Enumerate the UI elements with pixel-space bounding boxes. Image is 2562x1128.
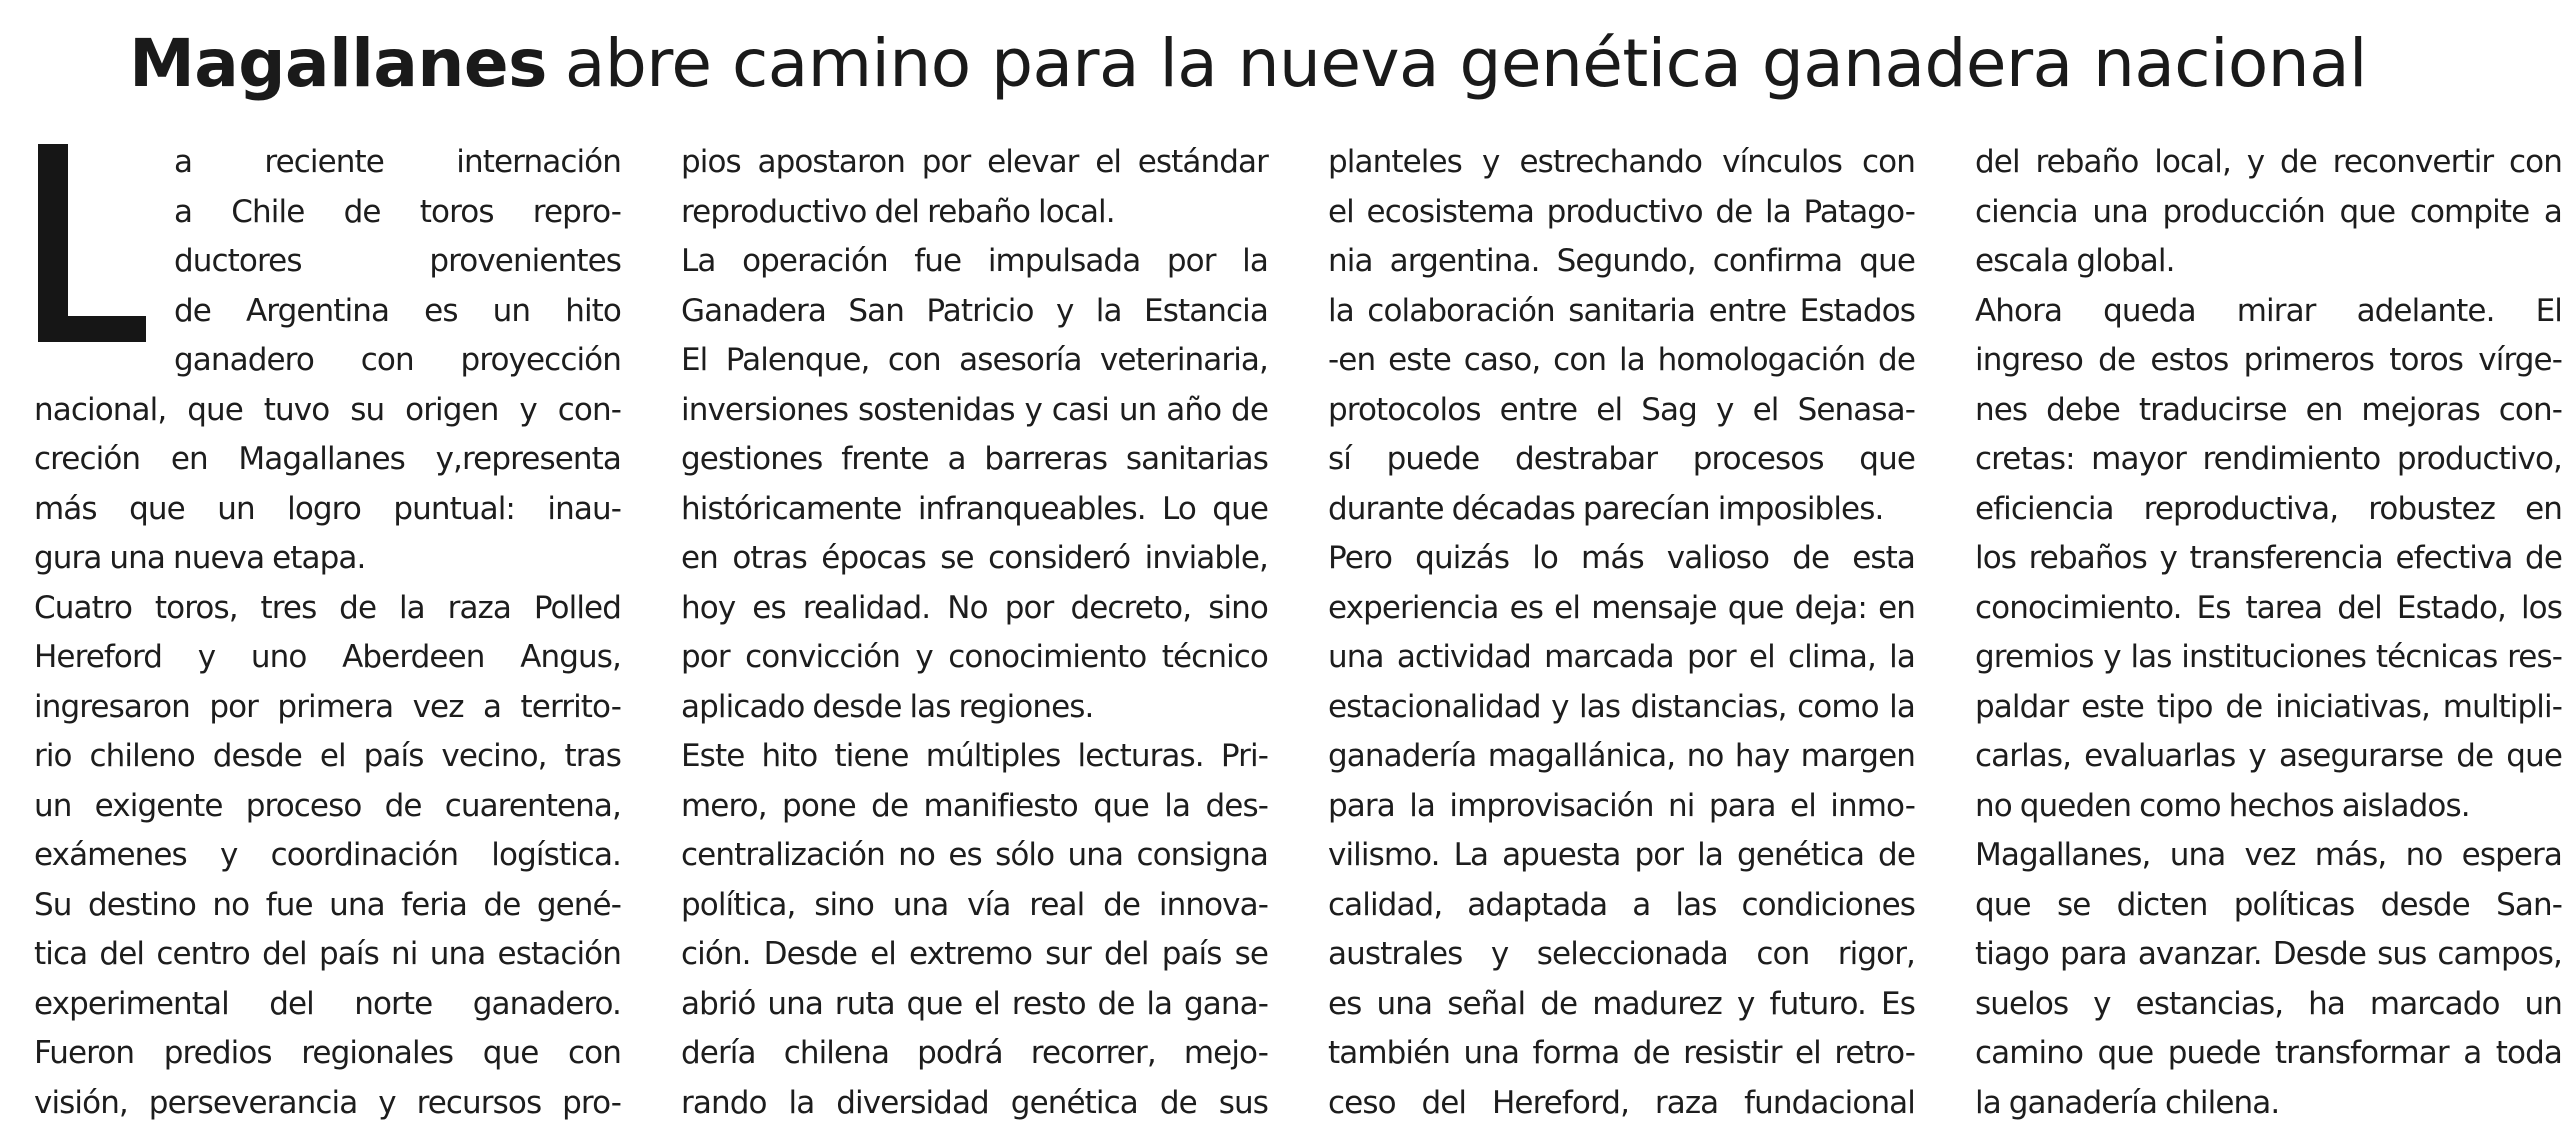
text-line: australes y seleccionada con rigor, [1328,930,1915,980]
text-line: estacionalidad y las distancias, como la [1328,683,1915,733]
text-line: a Chile de toros repro- [34,188,621,238]
text-line: aplicado desde las regiones. [681,683,1268,733]
text-line: una actividad marcada por el clima, la [1328,633,1915,683]
text-line: es una señal de madurez y futuro. Es [1328,980,1915,1030]
text-line: Cuatro toros, tres de la raza Polled [34,584,621,634]
text-line: camino que puede transformar a toda [1975,1029,2562,1079]
text-line: gremios y las instituciones técnicas res- [1975,633,2562,683]
column-1 [34,138,621,1128]
text-line: tica del centro del país ni una estación [34,930,621,980]
text-line: política, sino una vía real de innova- [681,881,1268,931]
text-line: también una forma de resistir el retro- [1328,1029,1915,1079]
text-line: abrió una ruta que el resto de la gana- [681,980,1268,1030]
headline-rest: abre camino para la nueva genética ganadera nacional [565,25,2367,102]
text-line: ingresaron por primera vez a territo- [34,683,621,733]
text-line: suelos y estancias, ha marcado un [1975,980,2562,1030]
text-line: Magallanes, una vez más, no espera [1975,831,2562,881]
text-line: la ganadería chilena. [1975,1079,2562,1128]
text-line: inversiones sostenidas y casi un año de [681,386,1268,436]
text-line: protocolos entre el Sag y el Senasa- [1328,386,1915,436]
text-line: cretas: mayor rendimiento productivo, [1975,435,2562,485]
text-line: Ahora queda mirar adelante. El [1975,287,2562,337]
text-line: ductores provenientes [34,237,621,287]
text-line: rio chileno desde el país vecino, tras [34,732,621,782]
text-line: rando la diversidad genética de sus [681,1079,1268,1128]
text-line: exámenes y coordinación logística. [34,831,621,881]
headline-lead: Magallanes [129,25,547,102]
text-line: de Argentina es un hito [34,287,621,337]
text-line: -en este caso, con la homologación de [1328,336,1915,386]
column-4 [1975,138,2562,1128]
column-2 [681,138,1268,1128]
text-line: que se dicten políticas desde San- [1975,881,2562,931]
article-headline [0,20,2496,108]
text-line: ganadería magallánica, no hay margen [1328,732,1915,782]
text-line: mero, pone de manifiesto que la des- [681,782,1268,832]
text-line: ceso del Hereford, raza fundacional [1328,1079,1915,1128]
text-line: un exigente proceso de cuarentena, [34,782,621,832]
text-line: por convicción y conocimiento técnico [681,633,1268,683]
text-line: vilismo. La apuesta por la genética de [1328,831,1915,881]
text-line: reproductivo del rebaño local. [681,188,1268,238]
text-line: El Palenque, con asesoría veterinaria, [681,336,1268,386]
text-line: Hereford y uno Aberdeen Angus, [34,633,621,683]
text-line: centralización no es sólo una consigna [681,831,1268,881]
text-line: la colaboración sanitaria entre Estados [1328,287,1915,337]
text-line: Ganadera San Patricio y la Estancia [681,287,1268,337]
text-line: experiencia es el mensaje que deja: en [1328,584,1915,634]
text-line: paldar este tipo de iniciativas, multipli- [1975,683,2562,733]
text-line: del rebaño local, y de reconvertir con [1975,138,2562,188]
text-line: históricamente infranqueables. Lo que [681,485,1268,535]
text-line: para la improvisación ni para el inmo- [1328,782,1915,832]
text-line: nia argentina. Segundo, confirma que [1328,237,1915,287]
article-body [34,138,2462,1048]
text-line: gura una nueva etapa. [34,534,621,584]
text-line: ciencia una producción que compite a [1975,188,2562,238]
text-line: nes debe traducirse en mejoras con- [1975,386,2562,436]
text-line: creción en Magallanes y,representa [34,435,621,485]
text-line: conocimiento. Es tarea del Estado, los [1975,584,2562,634]
text-line: ingreso de estos primeros toros vírge- [1975,336,2562,386]
text-line: escala global. [1975,237,2562,287]
text-line: planteles y estrechando vínculos con [1328,138,1915,188]
text-line: pios apostaron por elevar el estándar [681,138,1268,188]
text-line: eficiencia reproductiva, robustez en [1975,485,2562,535]
text-line: Este hito tiene múltiples lecturas. Pri- [681,732,1268,782]
text-line: los rebaños y transferencia efectiva de [1975,534,2562,584]
text-line: sí puede destrabar procesos que [1328,435,1915,485]
text-line: ción. Desde el extremo sur del país se [681,930,1268,980]
text-line: carlas, evaluarlas y asegurarse de que [1975,732,2562,782]
text-line: ganadero con proyección [34,336,621,386]
text-line: durante décadas parecían imposibles. [1328,485,1915,535]
text-line: dería chilena podrá recorrer, mejo- [681,1029,1268,1079]
text-line: tiago para avanzar. Desde sus campos, [1975,930,2562,980]
text-line: Su destino no fue una feria de gené- [34,881,621,931]
text-line: hoy es realidad. No por decreto, sino [681,584,1268,634]
text-line: Pero quizás lo más valioso de esta [1328,534,1915,584]
text-line: a reciente internación [34,138,621,188]
text-line: el ecosistema productivo de la Patago- [1328,188,1915,238]
text-line: gestiones frente a barreras sanitarias [681,435,1268,485]
text-line: visión, perseverancia y recursos pro- [34,1079,621,1128]
drop-cap [34,144,164,342]
column-3 [1328,138,1915,1128]
text-line: nacional, que tuvo su origen y con- [34,386,621,436]
text-line: experimental del norte ganadero. [34,980,621,1030]
text-line: Fueron predios regionales que con [34,1029,621,1079]
text-line: calidad, adaptada a las condiciones [1328,881,1915,931]
text-line: no queden como hechos aislados. [1975,782,2562,832]
text-line: en otras épocas se consideró inviable, [681,534,1268,584]
text-line: más que un logro puntual: inau- [34,485,621,535]
text-line: La operación fue impulsada por la [681,237,1268,287]
